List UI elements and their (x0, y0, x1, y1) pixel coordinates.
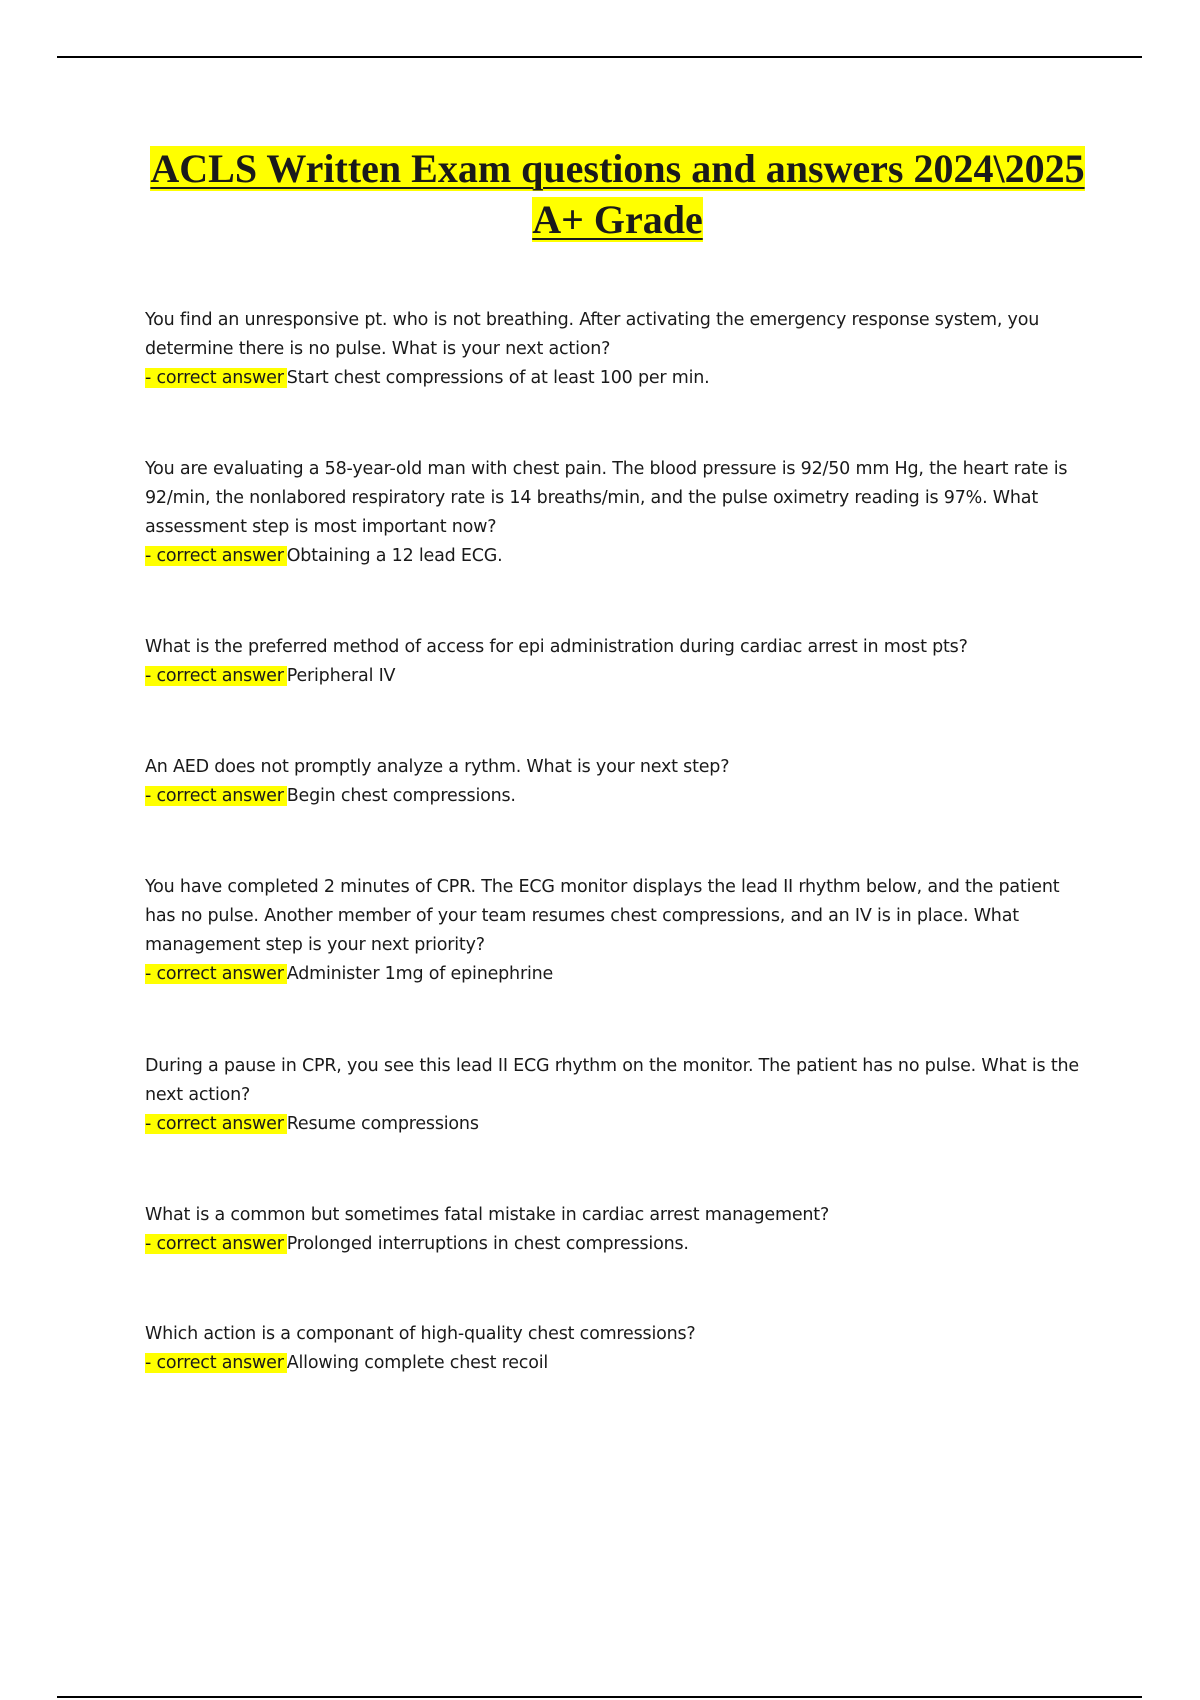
question-text: An AED does not promptly analyze a rythm. What is your next step? (145, 757, 730, 777)
answer-text: Start chest compressions of at least 100 per min. (286, 368, 710, 388)
answer-line (145, 960, 1095, 989)
correct-answer-tag: - correct answer (145, 368, 287, 388)
question-text: You find an unresponsive pt. who is not breathing. After activating the emergency response system, you determine there is no pulse. What is your next action? (145, 310, 1040, 359)
top-divider (57, 56, 1142, 58)
question-text: You are evaluating a 58-year-old man with chest pain. The blood pressure is 92/50 mm Hg, the heart rate is 92/min, the nonlabored respiratory rate is 14 breaths/min, and the pulse oximetry reading is 97%. What assessment step is most important now? (145, 459, 1068, 537)
question-text: Which action is a componant of high-quality chest comressions? (145, 1324, 696, 1344)
correct-answer-tag: - correct answer (145, 1114, 287, 1134)
qa-item-4 (145, 753, 1095, 811)
answer-text: Administer 1mg of epinephrine (286, 964, 554, 984)
qa-item-6 (145, 1052, 1095, 1139)
title-line-2: A+ Grade (532, 197, 703, 242)
correct-answer-tag: - correct answer (145, 964, 287, 984)
correct-answer-tag: - correct answer (145, 666, 287, 686)
answer-line (145, 364, 1095, 393)
qa-item-7 (145, 1201, 1095, 1259)
answer-text: Peripheral IV (286, 666, 396, 686)
bottom-divider (57, 1696, 1142, 1698)
correct-answer-tag: - correct answer (145, 1353, 287, 1373)
answer-line (145, 1110, 1095, 1139)
question-text: During a pause in CPR, you see this lead II ECG rhythm on the monitor. The patient has no pulse. What is the next action? (145, 1056, 1079, 1105)
qa-item-8 (145, 1320, 1095, 1378)
correct-answer-tag: - correct answer (145, 1234, 287, 1254)
correct-answer-tag: - correct answer (145, 786, 287, 806)
qa-item-2 (145, 455, 1095, 571)
answer-text: Prolonged interruptions in chest compressions. (286, 1234, 689, 1254)
question-text: What is the preferred method of access for epi administration during cardiac arrest in most pts? (145, 637, 968, 657)
answer-line (145, 662, 1095, 691)
answer-line (145, 542, 1095, 571)
answer-line (145, 1349, 1095, 1378)
correct-answer-tag: - correct answer (145, 546, 287, 566)
qa-item-3 (145, 633, 1095, 691)
answer-line (145, 1230, 1095, 1259)
answer-line (145, 782, 1095, 811)
document-title (120, 143, 1115, 245)
title-line-1: ACLS Written Exam questions and answers 2024\2025 (150, 146, 1085, 191)
answer-text: Begin chest compressions. (286, 786, 516, 806)
answer-text: Resume compressions (286, 1114, 479, 1134)
question-text: You have completed 2 minutes of CPR. The ECG monitor displays the lead II rhythm below, and the patient has no pulse. Another member of your team resumes chest compressions, and an IV is in place. What management step is your next priority? (145, 877, 1060, 955)
question-text: What is a common but sometimes fatal mistake in cardiac arrest management? (145, 1205, 830, 1225)
qa-item-1 (145, 306, 1095, 393)
answer-text: Allowing complete chest recoil (286, 1353, 549, 1373)
answer-text: Obtaining a 12 lead ECG. (286, 546, 503, 566)
qa-item-5 (145, 873, 1095, 989)
